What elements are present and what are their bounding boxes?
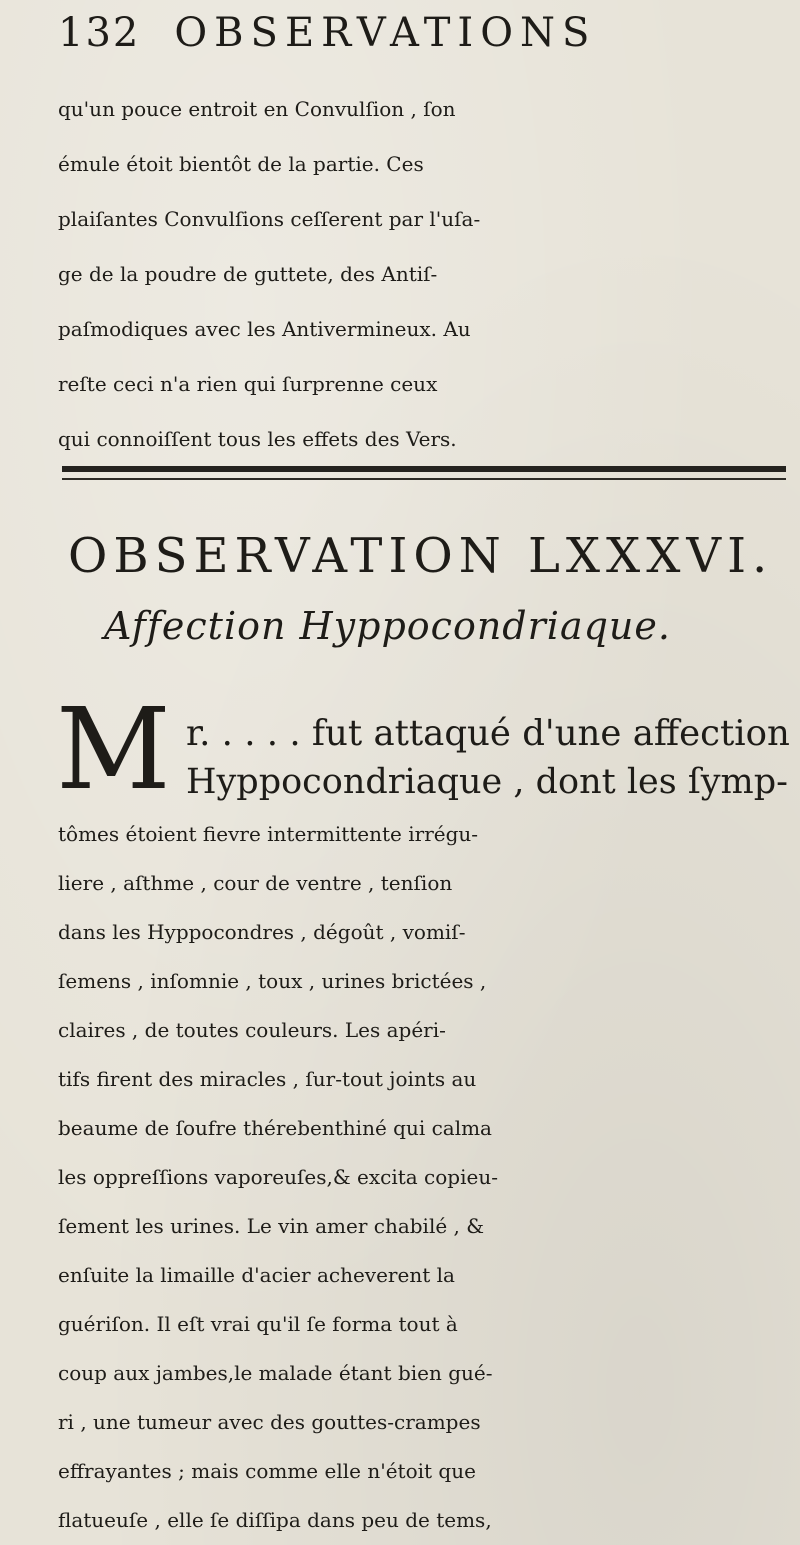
drop-cap: M	[56, 685, 171, 815]
text-line: paſmodiques avec les Antivermineux. Au	[58, 317, 471, 341]
text-line: Hyppocondriaque , dont les ſymp-	[186, 762, 788, 802]
text-line: ri , une tumeur avec des gouttes-crampes	[58, 1410, 481, 1434]
text-line: effrayantes ; mais comme elle n'étoit que	[58, 1459, 476, 1483]
text-line: reſte ceci n'a rien qui ſurprenne ceux	[58, 372, 438, 396]
text-line: tifs firent des miracles , ſur-tout joints au	[58, 1067, 477, 1091]
text-line: coup aux jambes,le malade étant bien gué-	[58, 1361, 493, 1385]
text-line: claires , de toutes couleurs. Les apéri-	[58, 1018, 446, 1042]
page-number: 132	[58, 10, 141, 56]
text-line: les oppreſſions vaporeuſes,& excita copieu-	[58, 1165, 498, 1189]
text-line: r. . . . . fut attaqué d'une affection	[186, 713, 790, 754]
observation-body	[58, 810, 798, 1545]
text-line: ge de la poudre de guttete, des Antiſ-	[58, 262, 438, 286]
text-line: émule étoit bientôt de la partie. Ces	[58, 152, 424, 176]
running-title: OBSERVATIONS	[174, 10, 597, 56]
divider-thin-rule	[62, 478, 786, 480]
section-divider	[62, 466, 786, 480]
text-line: qui connoiſſent tous les effets des Vers.	[58, 427, 457, 451]
text-line: beaume de ſoufre thérebenthiné qui calma	[58, 1116, 492, 1140]
previous-observation-text	[58, 82, 798, 467]
text-line: qu'un pouce entroit en Convulſion , ſon	[58, 97, 456, 121]
text-line: dans les Hyppocondres , dégoût , vomiſ-	[58, 920, 466, 944]
text-line: enſuite la limaille d'acier acheverent la	[58, 1263, 455, 1287]
text-line: tômes étoient fievre intermittente irrégu-	[58, 822, 479, 846]
observation-heading: OBSERVATION LXXXVI.	[68, 528, 774, 584]
text-line: ſement les urines. Le vin amer chabilé , &	[58, 1214, 485, 1238]
text-line: liere , aſthme , cour de ventre , tenſion	[58, 871, 453, 895]
observation-subtitle: Affection Hyppocondriaque.	[104, 604, 671, 648]
text-line: plaiſantes Convulſions ceſſerent par l'uſa-	[58, 207, 481, 231]
text-line: ſemens , inſomnie , toux , urines brictées ,	[58, 969, 487, 993]
page-header	[58, 10, 596, 56]
text-line: flatueuſe , elle ſe diſſipa dans peu de tems,	[58, 1508, 492, 1532]
text-line: guériſon. Il eſt vrai qu'il ſe forma tout à	[58, 1312, 458, 1336]
